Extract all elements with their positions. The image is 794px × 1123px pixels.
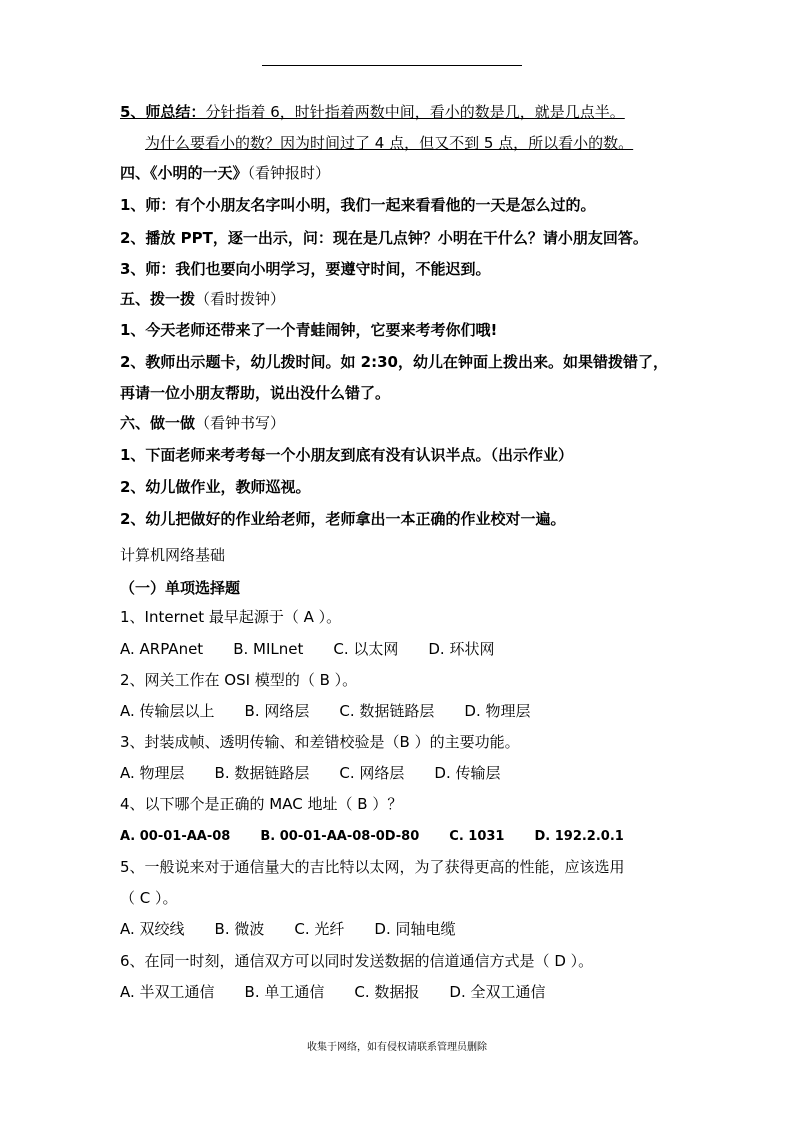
option-c: C. 光纤: [294, 920, 345, 938]
section-4-title: 四、《小明的一天》: [120, 164, 248, 182]
option-b: B. 微波: [214, 920, 265, 938]
section-6-heading: [120, 413, 285, 433]
question-5: 5、一般说来对于通信量大的吉比特以太网，为了获得更高的性能，应该选用: [120, 858, 625, 876]
question-1: 1、Internet 最早起源于（ A ）。: [120, 608, 342, 626]
section-5-step-2: 2、教师出示题卡，幼儿拨时间。如 2:30，幼儿在钟面上拨出来。如果错拨错了，: [120, 353, 668, 371]
section-6-step-1: 1、下面老师来考考每一个小朋友到底有没有认识半点。（出示作业）: [120, 446, 573, 464]
option-c: C. 1031: [449, 829, 505, 844]
section-4-step-3: 3、师：我们也要向小明学习，要遵守时间，不能迟到。: [120, 260, 491, 278]
option-b: B. MILnet: [233, 640, 304, 658]
question-5-options: [120, 919, 455, 939]
section-4-step-1: 1、师：有个小朋友名字叫小明，我们一起来看看他的一天是怎么过的。: [120, 196, 596, 214]
option-b: B. 单工通信: [244, 983, 325, 1001]
option-d: D. 环状网: [428, 640, 495, 658]
summary-text: 分针指着 6，时针指着两数中间，看小的数是几，就是几点半。: [205, 103, 625, 121]
question-4-options: [120, 827, 624, 847]
option-a: A. 00-01-AA-08: [120, 829, 231, 844]
option-a: A. 半双工通信: [120, 983, 215, 1001]
option-d: D. 传输层: [434, 764, 501, 782]
option-b: B. 网络层: [244, 702, 310, 720]
section-5-step-1: 1、今天老师还带来了一个青蛙闹钟，它要来考考你们哦!: [120, 321, 498, 339]
section-6-step-2: 2、幼儿做作业，教师巡视。: [120, 478, 311, 496]
option-a: A. 双绞线: [120, 920, 185, 938]
option-d: D. 物理层: [464, 702, 531, 720]
question-3: 3、封装成帧、透明传输、和差错校验是（B ）的主要功能。: [120, 733, 520, 751]
summary-label: 5、师总结：: [120, 103, 206, 121]
option-a: A. ARPAnet: [120, 640, 204, 658]
question-5-answer: （ C ）。: [120, 889, 178, 907]
option-b: B. 00-01-AA-08-0D-80: [260, 829, 420, 844]
section-4-heading: [120, 163, 330, 183]
option-d: D. 全双工通信: [449, 983, 546, 1001]
question-3-options: [120, 763, 500, 783]
option-c: C. 以太网: [333, 640, 399, 658]
question-6-options: [120, 982, 545, 1002]
option-c: C. 数据报: [354, 983, 420, 1001]
section-5-subtitle: （看时拨钟）: [195, 290, 286, 308]
summary-explanation: 为什么要看小的数？因为时间过了 4 点，但又不到 5 点，所以看小的数。: [145, 134, 634, 152]
option-a: A. 物理层: [120, 764, 185, 782]
section-5-title: 五、拨一拨: [120, 290, 196, 308]
single-choice-heading: （一）单项选择题: [120, 579, 241, 597]
question-2-options: [120, 701, 530, 721]
section-5-step-2-cont: 再请一位小朋友帮助，说出没什么错了。: [120, 384, 391, 402]
option-c: C. 网络层: [339, 764, 405, 782]
question-6: 6、在同一时刻，通信双方可以同时发送数据的信道通信方式是（ D ）。: [120, 952, 594, 970]
footer-notice: 收集于网络，如有侵权请联系管理员删除: [307, 1042, 487, 1053]
option-b: B. 数据链路层: [214, 764, 310, 782]
option-d: D. 192.2.0.1: [534, 829, 624, 844]
section-6-subtitle: （看钟书写）: [195, 414, 286, 432]
summary-line: [120, 102, 625, 122]
option-a: A. 传输层以上: [120, 702, 215, 720]
section-4-step-2: 2、播放 PPT，逐一出示，问：现在是几点钟？小明在干什么？请小朋友回答。: [120, 229, 648, 247]
option-c: C. 数据链路层: [339, 702, 435, 720]
section-6-step-3: 2、幼儿把做好的作业给老师，老师拿出一本正确的作业校对一遍。: [120, 510, 566, 528]
section-4-subtitle: （看钟报时）: [247, 164, 331, 182]
section-6-title: 六、做一做: [120, 414, 196, 432]
question-1-options: [120, 639, 494, 659]
question-4: 4、以下哪个是正确的 MAC 地址（ B ）？: [120, 795, 403, 813]
network-basics-title: 计算机网络基础: [120, 546, 226, 564]
section-5-heading: [120, 289, 285, 309]
header-rule: [262, 65, 522, 66]
option-d: D. 同轴电缆: [374, 920, 456, 938]
question-2: 2、网关工作在 OSI 模型的（ B ）。: [120, 671, 358, 689]
